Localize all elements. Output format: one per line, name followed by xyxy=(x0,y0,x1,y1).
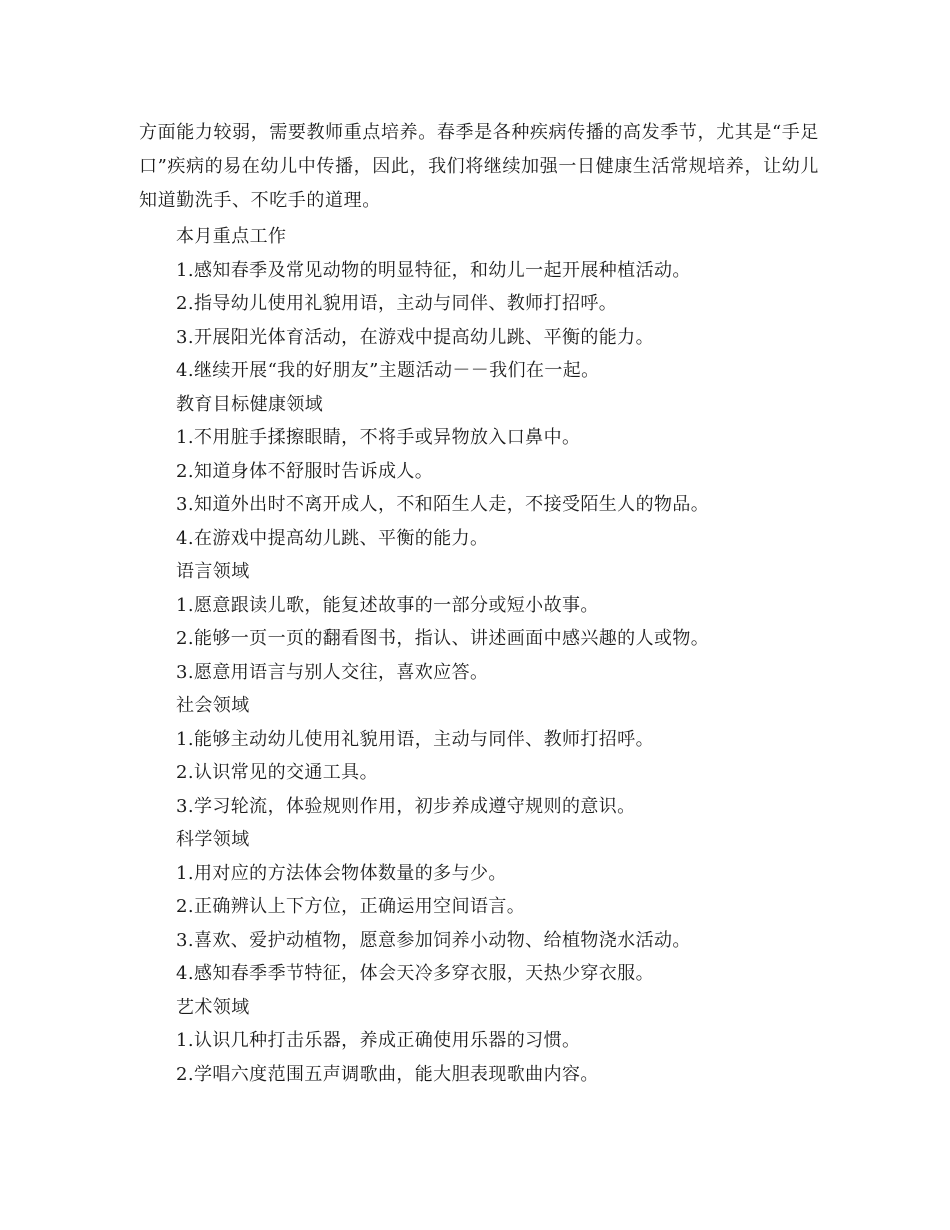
list-item: 3.学习轮流，体验规则作用，初步养成遵守规则的意识。 xyxy=(176,795,636,817)
list-item: 2.认识常见的交通工具。 xyxy=(176,762,378,783)
list-item: 4.在游戏中提高幼儿跳、平衡的能力。 xyxy=(176,527,489,549)
list-item: 3.喜欢、爱护动植物，愿意参加饲养小动物、给植物浇水活动。 xyxy=(176,929,691,951)
list-item: 3.愿意用语言与别人交往，喜欢应答。 xyxy=(176,661,489,683)
list-item: 1.感知春季及常见动物的明显特征，和幼儿一起开展种植活动。 xyxy=(176,259,691,281)
list-item: 2.能够一页一页的翻看图书，指认、讲述画面中感兴趣的人或物。 xyxy=(176,628,710,649)
list-item: 3.知道外出时不离开成人，不和陌生人走，不接受陌生人的物品。 xyxy=(176,494,710,515)
list-item: 1.愿意跟读儿歌，能复述故事的一部分或短小故事。 xyxy=(176,594,599,616)
list-item: 3.开展阳光体育活动，在游戏中提高幼儿跳、平衡的能力。 xyxy=(176,326,654,348)
section-heading-art: 艺术领域 xyxy=(176,996,250,1018)
list-item: 4.继续开展“我的好朋友”主题活动－－我们在一起。 xyxy=(176,360,600,381)
list-item: 1.用对应的方法体会物体数量的多与少。 xyxy=(176,862,507,884)
list-item: 2.知道身体不舒服时告诉成人。 xyxy=(176,460,434,482)
list-item: 2.学唱六度范围五声调歌曲，能大胆表现歌曲内容。 xyxy=(176,1063,599,1085)
list-item: 1.认识几种打击乐器，养成正确使用乐器的习惯。 xyxy=(176,1030,581,1051)
section-heading-health: 教育目标健康领域 xyxy=(176,393,324,415)
section-heading-language: 语言领域 xyxy=(176,561,250,582)
list-item: 2.正确辨认上下方位，正确运用空间语言。 xyxy=(176,896,526,917)
list-item: 2.指导幼儿使用礼貌用语，主动与同伴、教师打招呼。 xyxy=(176,293,618,314)
section-heading-monthly-focus: 本月重点工作 xyxy=(176,226,287,247)
list-item: 4.感知春季季节特征，体会天冷多穿衣服，天热少穿衣服。 xyxy=(176,963,654,984)
plan-lines xyxy=(176,220,709,1091)
section-heading-social: 社会领域 xyxy=(176,695,250,716)
section-heading-science: 科学领域 xyxy=(176,829,250,850)
list-item: 1.能够主动幼儿使用礼貌用语，主动与同伴、教师打招呼。 xyxy=(176,728,654,750)
intro-paragraph: 方面能力较弱，需要教师重点培养。春季是各种疾病传播的高发季节，尤其是“手足口”疾病的易在幼儿中传播，因此，我们将继续加强一日健康生活常规培养，让幼儿知道勤洗手、不吃手的道理。 xyxy=(139,122,819,211)
list-item: 1.不用脏手揉擦眼睛，不将手或异物放入口鼻中。 xyxy=(176,427,581,448)
